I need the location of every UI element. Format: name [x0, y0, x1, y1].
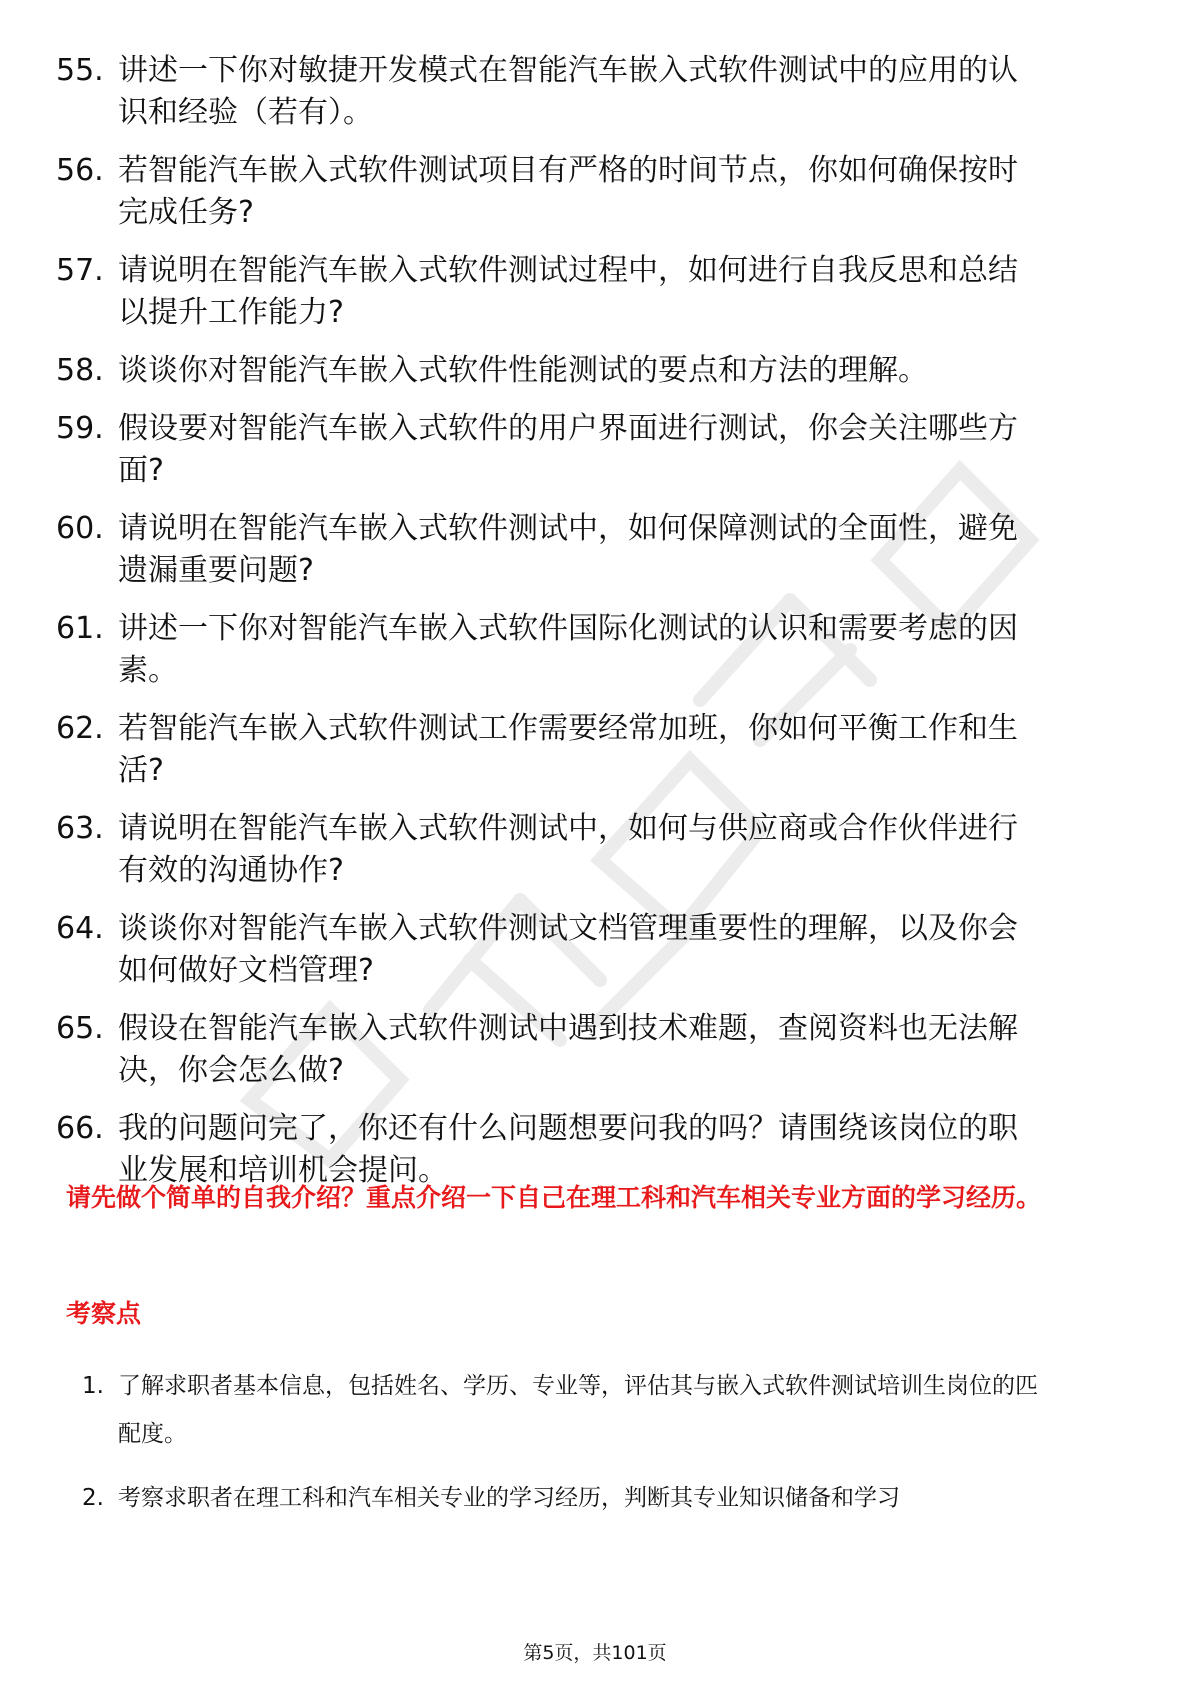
- evaluation-point-text: 考察求职者在理工科和汽车相关专业的学习经历，判断其专业知识储备和学习: [118, 1485, 900, 1511]
- question-text: 请说明在智能汽车嵌入式软件测试中，如何与供应商或合作伙伴进行有效的沟通协作?: [118, 811, 1018, 888]
- question-item: [0, 808, 1190, 892]
- evaluation-point-number: 2.: [82, 1485, 104, 1511]
- question-item: [0, 150, 1190, 234]
- question-number: 65.: [56, 1011, 104, 1046]
- question-text: 请说明在智能汽车嵌入式软件测试中，如何保障测试的全面性，避免遗漏重要问题?: [118, 511, 1018, 588]
- question-text: 谈谈你对智能汽车嵌入式软件测试文档管理重要性的理解，以及你会如何做好文档管理?: [118, 911, 1018, 988]
- evaluation-point-text: 了解求职者基本信息，包括姓名、学历、专业等，评估其与嵌入式软件测试培训生岗位的匹配度。: [118, 1373, 1038, 1447]
- evaluation-point-item: [0, 1362, 1190, 1458]
- question-number: 63.: [56, 811, 104, 846]
- question-item: [0, 50, 1190, 134]
- question-number: 66.: [56, 1111, 104, 1146]
- evaluation-point-number: 1.: [82, 1373, 104, 1399]
- question-text: 若智能汽车嵌入式软件测试项目有严格的时间节点，你如何确保按时完成任务?: [118, 153, 1018, 230]
- question-item: [0, 408, 1190, 492]
- question-item: [0, 1008, 1190, 1092]
- question-number: 58.: [56, 353, 104, 388]
- question-text: 谈谈你对智能汽车嵌入式软件性能测试的要点和方法的理解。: [118, 353, 928, 388]
- evaluation-point-item: [0, 1474, 1190, 1522]
- question-text: 假设要对智能汽车嵌入式软件的用户界面进行测试，你会关注哪些方面?: [118, 411, 1018, 488]
- question-number: 59.: [56, 411, 104, 446]
- evaluation-points-heading: 考察点: [66, 1299, 142, 1328]
- question-text: 若智能汽车嵌入式软件测试工作需要经常加班，你如何平衡工作和生活?: [118, 711, 1018, 788]
- question-number: 61.: [56, 611, 104, 646]
- question-number: 62.: [56, 711, 104, 746]
- evaluation-points-list: [0, 1362, 1190, 1538]
- question-item: [0, 350, 1190, 392]
- question-number: 55.: [56, 53, 104, 88]
- question-item: [0, 908, 1190, 992]
- question-item: [0, 608, 1190, 692]
- question-item: [0, 250, 1190, 334]
- question-list: [0, 50, 1190, 1208]
- question-text: 假设在智能汽车嵌入式软件测试中遇到技术难题，查阅资料也无法解决，你会怎么做?: [118, 1011, 1018, 1088]
- question-number: 57.: [56, 253, 104, 288]
- question-text: 讲述一下你对敏捷开发模式在智能汽车嵌入式软件测试中的应用的认识和经验（若有）。: [118, 53, 1018, 130]
- question-text: 讲述一下你对智能汽车嵌入式软件国际化测试的认识和需要考虑的因素。: [118, 611, 1018, 688]
- question-text: 请说明在智能汽车嵌入式软件测试过程中，如何进行自我反思和总结以提升工作能力?: [118, 253, 1018, 330]
- question-item: [0, 708, 1190, 792]
- question-number: 64.: [56, 911, 104, 946]
- question-item: [0, 508, 1190, 592]
- question-number: 60.: [56, 511, 104, 546]
- question-number: 56.: [56, 153, 104, 188]
- question-text: 我的问题问完了，你还有什么问题想要问我的吗？请围绕该岗位的职业发展和培训机会提问。: [118, 1111, 1018, 1188]
- page-footer: 第5页，共101页: [523, 1642, 667, 1664]
- section-question-title: 请先做个简单的自我介绍？重点介绍一下自己在理工科和汽车相关专业方面的学习经历。: [66, 1183, 1042, 1212]
